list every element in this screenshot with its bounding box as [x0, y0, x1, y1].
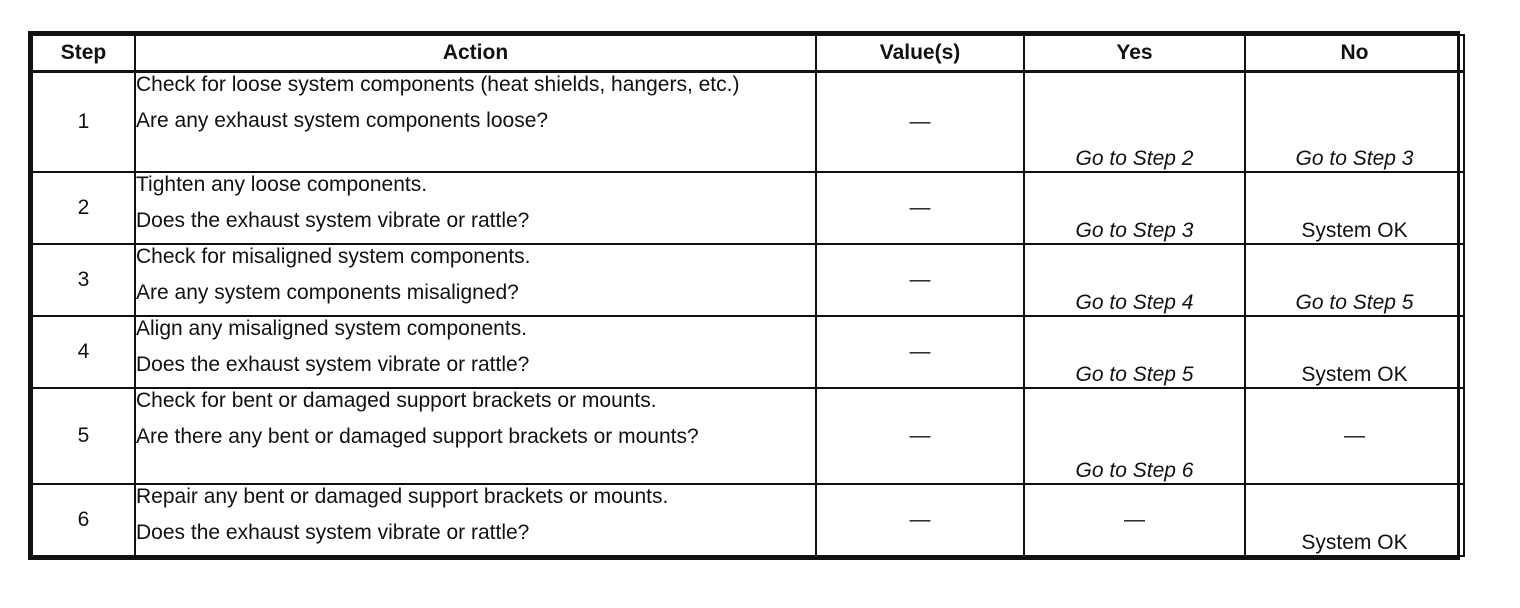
action-question: Does the exhaust system vibrate or rattle?: [136, 352, 530, 376]
action-question: Are any exhaust system components loose?: [136, 109, 549, 132]
value-cell: —: [816, 388, 1024, 484]
action-cell: [135, 72, 816, 172]
header-values: Value(s): [816, 35, 1024, 72]
no-cell: System OK: [1245, 484, 1464, 556]
action-check: Repair any bent or damaged support brackets or mounts.: [136, 484, 669, 508]
action-check: Align any misaligned system components.: [136, 316, 528, 340]
no-cell: Go to Step 5: [1245, 244, 1464, 316]
action-check: Check for loose system components (heat shields, hangers, etc.): [136, 73, 740, 96]
action-cell: [135, 484, 816, 556]
no-cell: Go to Step 3: [1245, 72, 1464, 172]
action-question: Does the exhaust system vibrate or rattle?: [136, 520, 530, 544]
yes-cell: Go to Step 2: [1024, 72, 1245, 172]
action-question: Are any system components misaligned?: [136, 280, 519, 304]
no-cell: System OK: [1245, 172, 1464, 244]
action-cell: [135, 316, 816, 388]
table-row: [32, 244, 1464, 316]
table-row: [32, 484, 1464, 556]
action-question: Are there any bent or damaged support brackets or mounts?: [136, 424, 699, 448]
step-number: 5: [32, 388, 135, 484]
diagnostic-table: [31, 34, 1465, 557]
action-question: Does the exhaust system vibrate or rattle?: [136, 208, 530, 232]
step-number: 3: [32, 244, 135, 316]
header-step: Step: [32, 35, 135, 72]
table-row: [32, 388, 1464, 484]
yes-cell: Go to Step 6: [1024, 388, 1245, 484]
header-row: [32, 35, 1464, 72]
step-number: 1: [32, 72, 135, 172]
no-cell: System OK: [1245, 316, 1464, 388]
yes-cell: Go to Step 3: [1024, 172, 1245, 244]
value-cell: —: [816, 316, 1024, 388]
step-number: 4: [32, 316, 135, 388]
table-row: [32, 172, 1464, 244]
value-cell: —: [816, 72, 1024, 172]
step-number: 2: [32, 172, 135, 244]
table-row: [32, 72, 1464, 172]
action-check: Check for misaligned system components.: [136, 244, 531, 268]
header-yes: Yes: [1024, 35, 1245, 72]
yes-cell: —: [1024, 484, 1245, 556]
table-row: [32, 316, 1464, 388]
yes-cell: Go to Step 4: [1024, 244, 1245, 316]
action-check: Tighten any loose components.: [136, 172, 428, 196]
diagnostic-table-frame: [28, 31, 1460, 560]
action-check: Check for bent or damaged support brackets or mounts.: [136, 388, 657, 412]
value-cell: —: [816, 172, 1024, 244]
yes-cell: Go to Step 5: [1024, 316, 1245, 388]
header-no: No: [1245, 35, 1464, 72]
action-cell: [135, 244, 816, 316]
value-cell: —: [816, 484, 1024, 556]
no-cell: —: [1245, 388, 1464, 484]
header-action: Action: [135, 35, 816, 72]
step-number: 6: [32, 484, 135, 556]
value-cell: —: [816, 244, 1024, 316]
action-cell: [135, 388, 816, 484]
action-cell: [135, 172, 816, 244]
